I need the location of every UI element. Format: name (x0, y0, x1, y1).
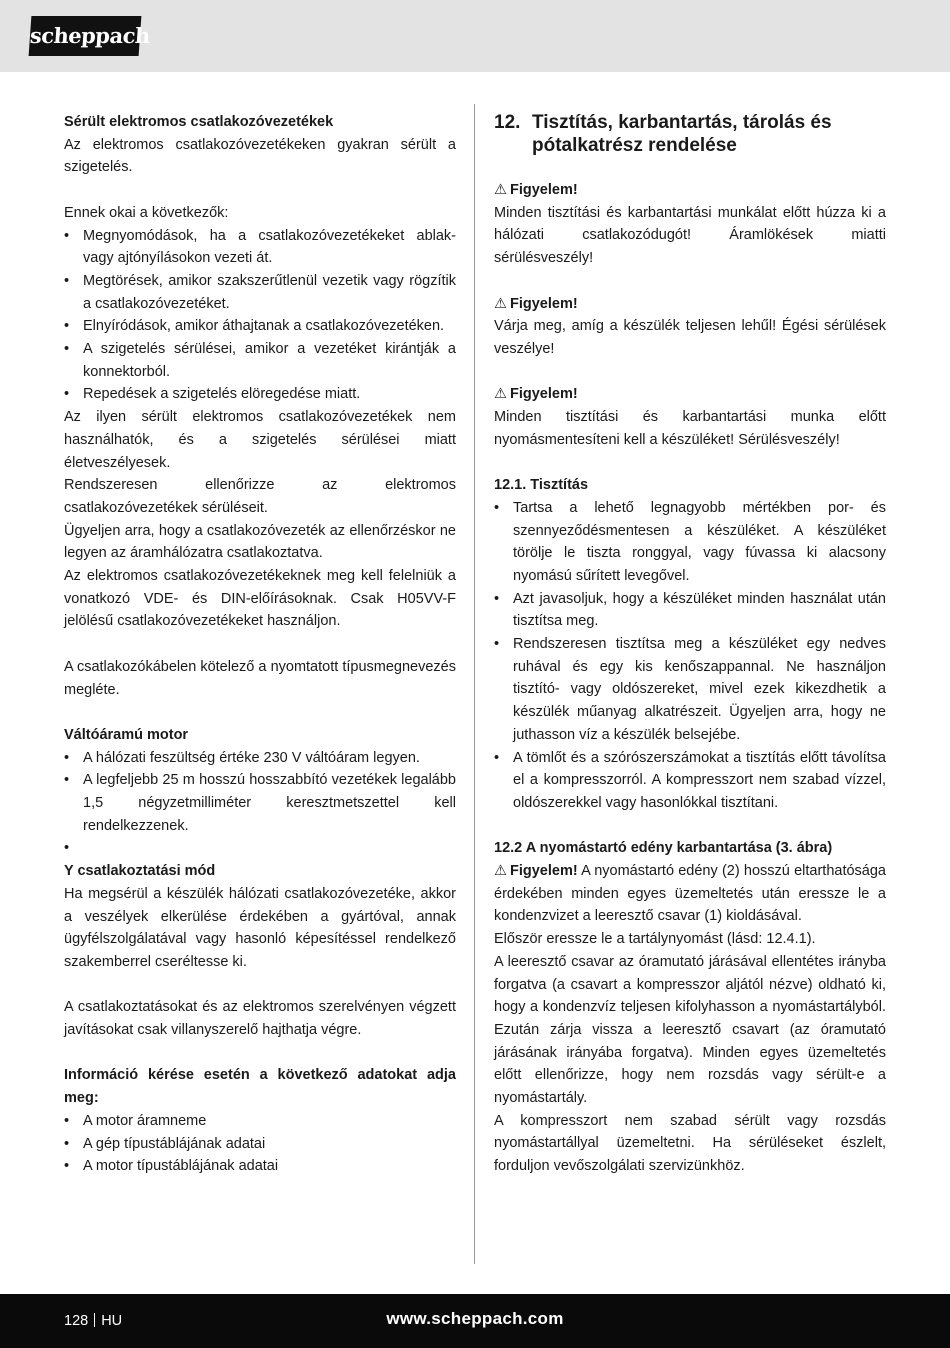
left-column (64, 111, 456, 1178)
information-list (64, 1110, 456, 1178)
list-item: • Megtörések, amikor szakszerűtlenül vezetik vagy rögzítik a csatlakozóvezetéket. (64, 270, 456, 315)
warning-text: Várja meg, amíg a készülék teljesen lehűl! Égési sérülések veszélye! (494, 318, 886, 357)
warning-label: Figyelem! (510, 182, 578, 198)
paragraph: A csatlakozókábelen kötelező a nyomtatott típusmegnevezés megléte. (64, 658, 456, 698)
paragraph: A leeresztő csavar az óramutató járásával ellentétes irányba forgatva (a csavart a kompresszor aljától nézve) oldható ki, hogy a kondenzvíz teljesen kifolyhasson a nyomástartályból. Ezután zárja vissza a leeresztő csavart (az óramutató járásának irányába forgatva). Minden egyes üzemeltetés előtt ellenőrizze, hogy nem rozsdás vagy sérült-e a nyomástartály. (494, 953, 886, 1107)
section-heading-pressure-vessel: 12.2 A nyomástartó edény karbantartása (3. ábra) (494, 840, 833, 857)
heading-ac-motor: Váltóáramú motor (64, 726, 189, 743)
paragraph: Az elektromos csatlakozóvezetékeknek meg kell felelniük a vonatkozó VDE- és DIN-előírásoknak. Csak H05VV-F jelölésű csatlakozóvezetékeket használjon. (64, 568, 456, 630)
heading-damaged-cables: Sérült elektromos csatlakozóvezetékek (64, 114, 334, 130)
chapter-title: Tisztítás, karbantartás, tárolás és pótalkatrész rendelése (532, 112, 832, 156)
warning-heading (494, 293, 886, 316)
page-number-value: 128 (64, 1313, 89, 1329)
list-item: • Rendszeresen tisztítsa meg a készüléket egy nedves ruhával és egy kis kenőszappannal. Ne használjon tisztító- vagy oldószereket, mivel ezek kikezdhetik a készülék műanyag alkatrészeit. Ügyeljen arra, hogy ne juthasson víz a készülék belsejébe. (494, 633, 886, 747)
list-item: • A szigetelés sérülései, amikor a vezetéket kirántják a konnektorból. (64, 338, 456, 383)
list-item (64, 837, 456, 860)
page-header (0, 0, 950, 72)
list-item: • Repedések a szigetelés elöregedése miatt. (64, 383, 456, 406)
list-item: • A tömlőt és a szórószerszámokat a tisztítás előtt távolítsa el a kompresszorról. A kompresszort nem szabad vízzel, oldószerekkel vagy hasonlókkal tisztítani. (494, 747, 886, 815)
language-code: HU (101, 1313, 123, 1329)
warning-text: Minden tisztítási és karbantartási munka előtt nyomásmentesíteni kell a készüléket! Sérülésveszély! (494, 409, 886, 448)
column-divider (474, 104, 475, 1264)
right-column (494, 111, 886, 1178)
list-item: • A motor áramneme (64, 1110, 456, 1133)
warning-text: Minden tisztítási és karbantartási munkálat előtt húzza ki a hálózati csatlakozódugót! Áramlökések miatti sérülésveszély! (494, 204, 886, 267)
paragraph: Rendszeresen ellenőrizze az elektromos csatlakozóvezetékek sérüléseit. (64, 477, 456, 516)
list-item: • A legfeljebb 25 m hosszú hosszabbító vezetékek legalább 1,5 négyzetmilliméter keresztmetszettel kell rendelkezzenek. (64, 769, 456, 837)
list-item: • Elnyíródások, amikor áthajtanak a csatlakozóvezetéken. (64, 315, 456, 338)
warning-label: Figyelem! (510, 295, 578, 312)
heading-information: Információ kérése esetén a következő adatokat adja meg: (64, 1067, 456, 1107)
paragraph: Ha megsérül a készülék hálózati csatlakozóvezetéke, akkor a veszélyek elkerülése érdekében a gyártóval, annak ügyfélszolgálatával vagy hasonló képesítéssel rendelkező szakemberrel cseréltesse ki. (64, 885, 456, 970)
causes-list (64, 225, 456, 407)
warning-triangle-icon: ⚠ (494, 863, 507, 880)
page-footer (0, 1294, 950, 1348)
scheppach-logo: scheppach (29, 16, 142, 56)
warning-heading (494, 179, 886, 202)
heading-y-connection: Y csatlakoztatási mód (64, 863, 216, 880)
paragraph: Először eressze le a tartálynyomást (lásd: 12.4.1). (494, 931, 816, 948)
list-item: • A hálózati feszültség értéke 230 V váltóáram legyen. (64, 747, 456, 770)
list-item: • Azt javasoljuk, hogy a készüléket minden használat után tisztítsa meg. (494, 588, 886, 633)
paragraph: Ennek okai a következők: (64, 204, 229, 221)
warning-triangle-icon: ⚠ (494, 386, 507, 403)
warning-triangle-icon: ⚠ (494, 295, 507, 312)
warning-inline (494, 863, 578, 879)
paragraph: A kompresszort nem szabad sérült vagy rozsdás nyomástartállyal üzemeltetni. Ha sérüléseket észlelt, forduljon vevőszolgálati szervizünkhöz. (494, 1112, 886, 1175)
section-heading-cleaning: 12.1. Tisztítás (494, 477, 589, 494)
paragraph: Ügyeljen arra, hogy a csatlakozóvezeték az ellenőrzéskor ne legyen az áramhálózatra csatlakoztatva. (64, 522, 456, 562)
website-url: www.scheppach.com (386, 1309, 564, 1328)
paragraph (494, 860, 886, 928)
list-item: • A motor típustáblájának adatai (64, 1155, 456, 1178)
list-item: • Megnyomódások, ha a csatlakozóvezetékeket ablak- vagy ajtónyílásokon vezeti át. (64, 225, 456, 270)
ac-motor-list (64, 747, 456, 861)
paragraph: Az ilyen sérült elektromos csatlakozóvezetékek nem használhatók, és a szigetelés sérülései miatt életveszélyesek. (64, 409, 456, 471)
chapter-number: 12. (494, 112, 521, 133)
cleaning-list (494, 497, 886, 815)
warning-heading (494, 383, 886, 406)
paragraph: A csatlakoztatásokat és az elektromos szerelvényen végzett javításokat csak villanyszerelő hajthatja végre. (64, 999, 456, 1039)
warning-label: Figyelem! (510, 386, 578, 403)
warning-label: Figyelem! (510, 863, 578, 880)
list-item: • Tartsa a lehető legnagyobb mértékben por- és szennyeződésmentesen a készüléket. A készüléket törölje le tiszta ronggyal, vagy fúvassa ki alacsony nyomású sűrített levegővel. (494, 497, 886, 588)
paragraph: Az elektromos csatlakozóvezetékeken gyakran sérült a szigetelés. (64, 136, 456, 176)
chapter-heading (494, 111, 886, 157)
warning-triangle-icon: ⚠ (494, 182, 507, 198)
list-item: • A gép típustáblájának adatai (64, 1133, 456, 1156)
warning-text: A nyomástartó edény (2) hosszú eltarthatósága érdekében minden egyes üzemeltetés után eressze le a kondenzvizet a leeresztő csavar (1) kioldásával. (494, 863, 886, 925)
